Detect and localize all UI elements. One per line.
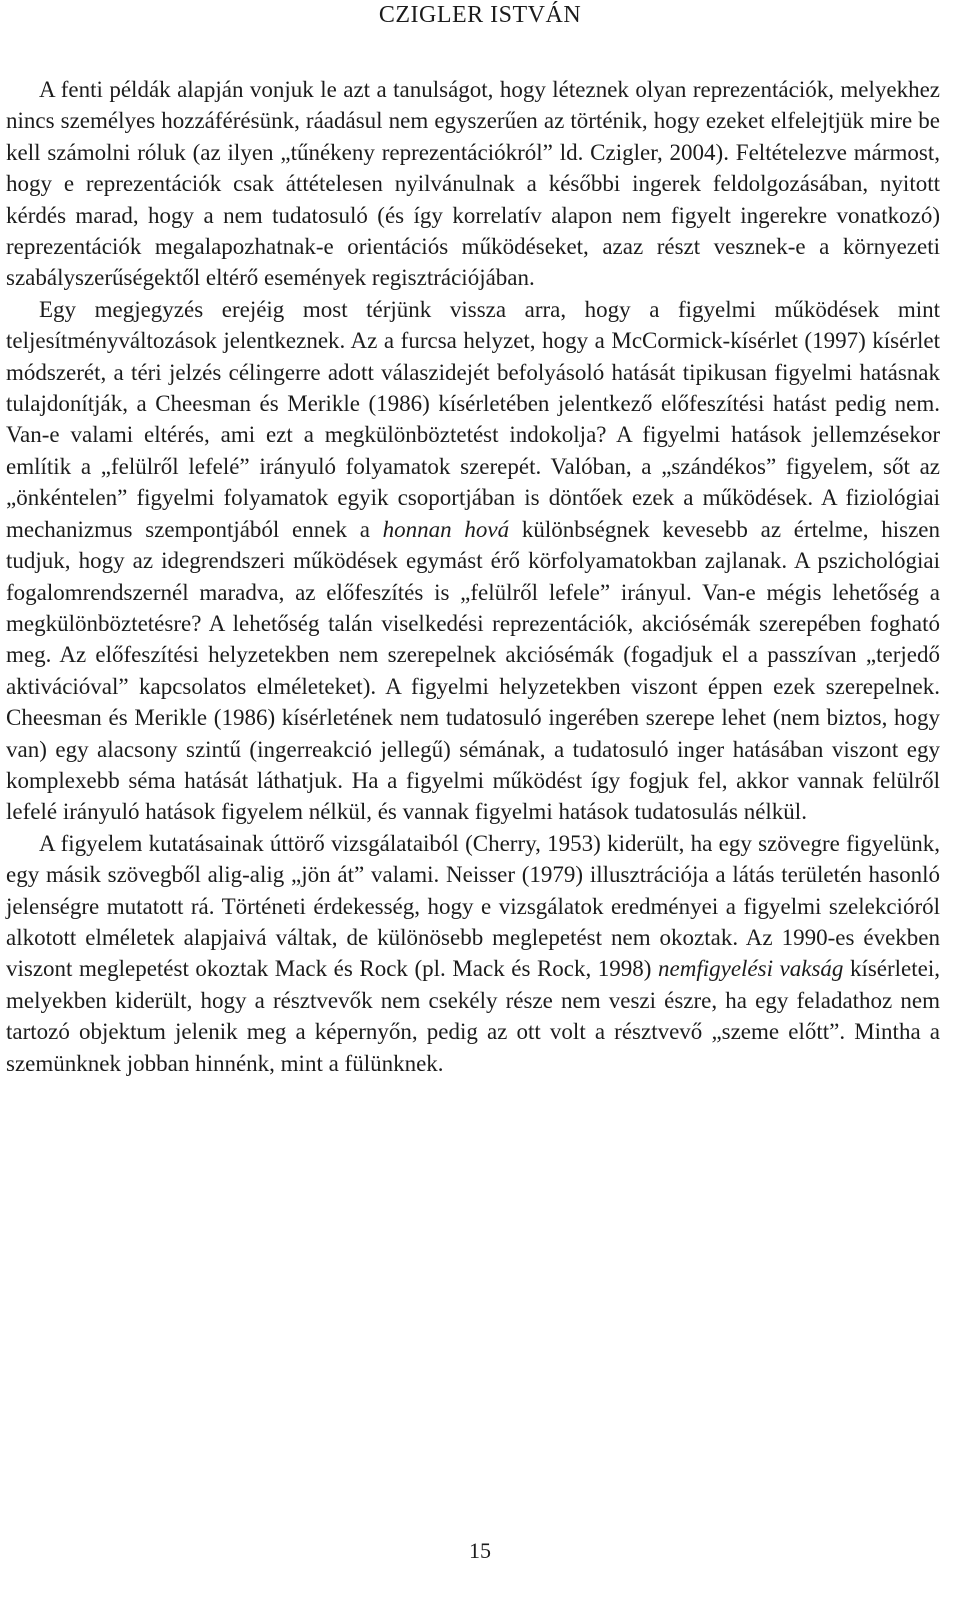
- page-number: 15: [469, 1538, 491, 1563]
- paragraph-1-text-1: A fenti példák alapján vonjuk le azt a tanulságot, hogy léteznek olyan reprezentációk, melyekhez nincs személyes hozzáférésünk, ráadásul nem egyszerűen az történik, hogy ezeket elfelejtjük mire be kell számolni róluk (az ilyen „tűnékeny reprezentációkról” ld. Czigler, 2004). Feltételezve mármost, hogy e reprezentációk csak áttételesen nyilvánulnak a későbbi ingerek feldolgozásában, nyitott kérdés marad, hogy a nem tudatosuló (és így korrelatív alapon nem figyelt ingerekre vonatkozó) reprezentációk megalapozhatnak-e orientációs működéseket, azaz részt vesznek-e a környezeti szabályszerűségektől eltérő események regisztrációjában.: [6, 77, 940, 291]
- paragraph-3-text-1: A figyelem kutatásainak úttörő vizsgálataiból (Cherry, 1953) kiderült, ha egy szövegre figyelünk, egy másik szövegből alig-alig „jön át” valami. Neisser (1979) illusztrációja a látás területén hasonló jelenségre mutatott rá. Történeti érdekesség, hogy e vizsgálatok eredményei a figyelmi szelekcióról alkotott elméletek alapjaivá váltak, de különösebb meglepetést nem okoztak. Az 1990-es években viszont meglepetést okoztak Mack és Rock (pl. Mack és Rock, 1998): [6, 830, 940, 982]
- paragraph-2: [6, 294, 940, 828]
- body-text: [6, 74, 940, 1079]
- paragraph-3-text-2: kísérletei, melyekben kiderült, hogy a résztvevők nem csekély része nem veszi észre, ha egy feladathoz nem tartozó objektum jelenik meg a képernyőn, pedig az ott volt a résztvevő „szeme előtt”. Mintha a szemünknek jobban hinnénk, mint a fülünknek.: [6, 956, 941, 1076]
- running-header: CZIGLER ISTVÁN: [378, 2, 582, 28]
- paragraph-3-italic-term: nemfigyelési vakság: [658, 956, 844, 982]
- paragraph-2-text-2: különbségnek kevesebb az értelme, hiszen tudjuk, hogy az idegrendszeri működések egymást érő körfolyamatokban zajlanak. A pszichológiai fogalomrendszernél maradva, az előfeszítés is „felülről lefele” irányul. Van-e mégis lehetőség a megkülönböztetésre? A lehetőség talán viselkedési reprezentációk, akciósémák szerepében fogható meg. Az előfeszítési helyzetekben nem szerepelnek akciósémák (fogadjuk el a passzívan „terjedő aktivációval” kapcsolatos elméleteket). A figyelmi helyzetekben viszont éppen ezek szerepelnek. Cheesman és Merikle (1986) kísérletének nem tudatosuló ingerében szerepe lehet (nem biztos, hogy van) egy alacsony szintű (ingerreakció jellegű) sémának, a tudatosuló inger hatásában viszont egy komplexebb séma hatását láthatjuk. Ha a figyelmi működést így fogjuk fel, akkor vannak felülről lefelé irányuló hatások figyelem nélkül, és vannak figyelmi hatások tudatosulás nélkül.: [6, 516, 940, 825]
- paragraph-3: [6, 828, 940, 1079]
- paragraph-1: [6, 74, 940, 294]
- paragraph-2-italic-term: honnan hová: [382, 516, 510, 542]
- paragraph-2-text-1: Egy megjegyzés erejéig most térjünk vissza arra, hogy a figyelmi működések mint teljesítményváltozások jelentkeznek. Az a furcsa helyzet, hogy a McCormick-kísérlet (1997) kísérlet módszerét, a téri jelzés célingerre adott válaszidejét befolyásoló hatását tipikusan figyelmi hatásnak tulajdonítják, a Cheesman és Merikle (1986) kísérletében jelentkező előfeszítési hatást pedig nem. Van-e valami eltérés, ami ezt a megkülönböztetést indokolja? A figyelmi hatások jellemzésekor említik a „felülről lefelé” irányuló folyamatok szerepét. Valóban, a „szándékos” figyelem, sőt az „önkéntelen” figyelmi folyamatok egyik csoportjában is döntőek ezek a működések. A fiziológiai mechanizmus szempontjából ennek a: [6, 296, 940, 542]
